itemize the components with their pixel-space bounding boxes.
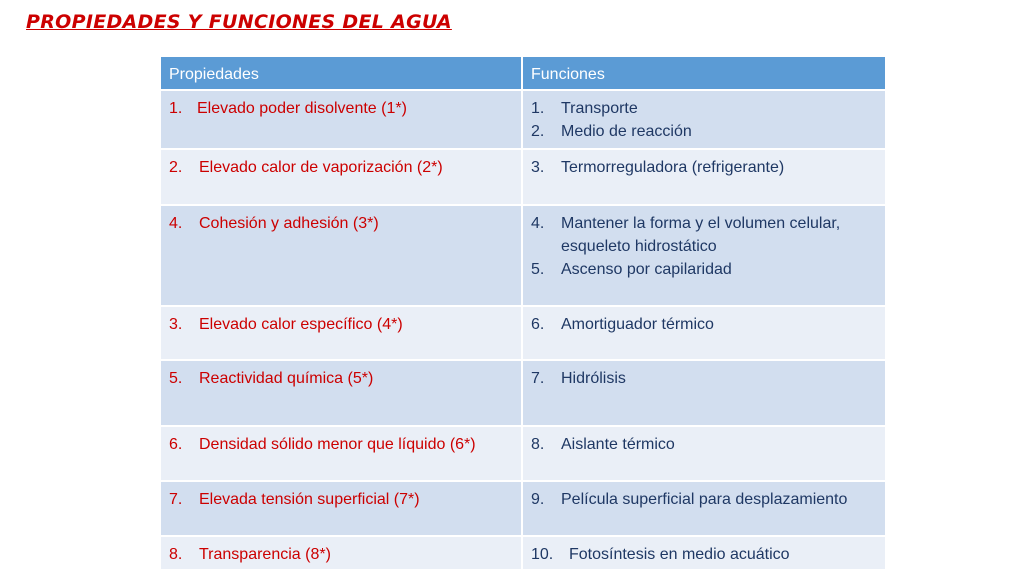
property-number: 3. [169,316,183,333]
properties-functions-table [161,57,885,569]
property-cell [161,206,523,305]
table-row [161,480,885,535]
function-number: 8. [531,436,545,453]
function-number: 9. [531,491,545,508]
function-text: Medio de reacción [561,123,692,140]
table-row [161,305,885,359]
property-cell [161,537,523,569]
function-number: 4. [531,215,545,232]
function-text: Termorreguladora (refrigerante) [561,159,785,176]
function-number: 2. [531,123,545,140]
function-number: 7. [531,370,545,387]
property-cell [161,307,523,359]
function-text: Hidrólisis [561,370,626,387]
function-number: 1. [531,100,545,117]
function-text: Película superficial para desplazamiento [561,491,848,508]
property-number: 5. [169,370,183,387]
property-text: Elevada tensión superficial (7*) [199,491,420,508]
table-row [161,359,885,425]
column-header-funciones: Funciones [523,57,885,89]
property-number: 1. [169,100,183,117]
table-header-row [161,57,885,89]
table-row [161,535,885,569]
function-text: Fotosíntesis en medio acuático [569,546,790,563]
property-number: 4. [169,215,183,232]
property-cell [161,91,523,148]
function-cell [523,361,885,425]
property-number: 2. [169,159,183,176]
function-cell [523,206,885,305]
function-number: 10. [531,546,554,563]
property-cell [161,427,523,480]
function-cell [523,150,885,204]
table-row [161,425,885,480]
property-text: Elevado poder disolvente (1*) [197,100,407,117]
function-number: 3. [531,159,545,176]
property-text: Transparencia (8*) [199,546,331,563]
function-text: Aislante térmico [561,436,675,453]
function-cell [523,482,885,535]
function-cell [523,427,885,480]
function-cell [523,307,885,359]
function-text: Transporte [561,100,638,117]
property-number: 8. [169,546,183,563]
function-cell [523,91,885,148]
property-cell [161,150,523,204]
function-number: 6. [531,316,545,333]
property-text: Cohesión y adhesión (3*) [199,215,379,232]
property-text: Reactividad química (5*) [199,370,374,387]
function-text: Mantener la forma y el volumen celular, [561,215,841,232]
table-row [161,89,885,148]
property-cell [161,482,523,535]
table-row [161,204,885,305]
property-number: 7. [169,491,183,508]
function-text-continuation: esqueleto hidrostático [561,238,717,255]
column-header-propiedades: Propiedades [161,57,523,89]
function-number: 5. [531,261,545,278]
function-cell [523,537,885,569]
property-number: 6. [169,436,183,453]
property-text: Elevado calor específico (4*) [199,316,403,333]
property-cell [161,361,523,425]
function-text: Amortiguador térmico [561,316,714,333]
property-text: Elevado calor de vaporización (2*) [199,159,443,176]
function-text: Ascenso por capilaridad [561,261,732,278]
page-title: PROPIEDADES Y FUNCIONES DEL AGUA [26,11,452,33]
property-text: Densidad sólido menor que líquido (6*) [199,436,476,453]
table-row [161,148,885,204]
